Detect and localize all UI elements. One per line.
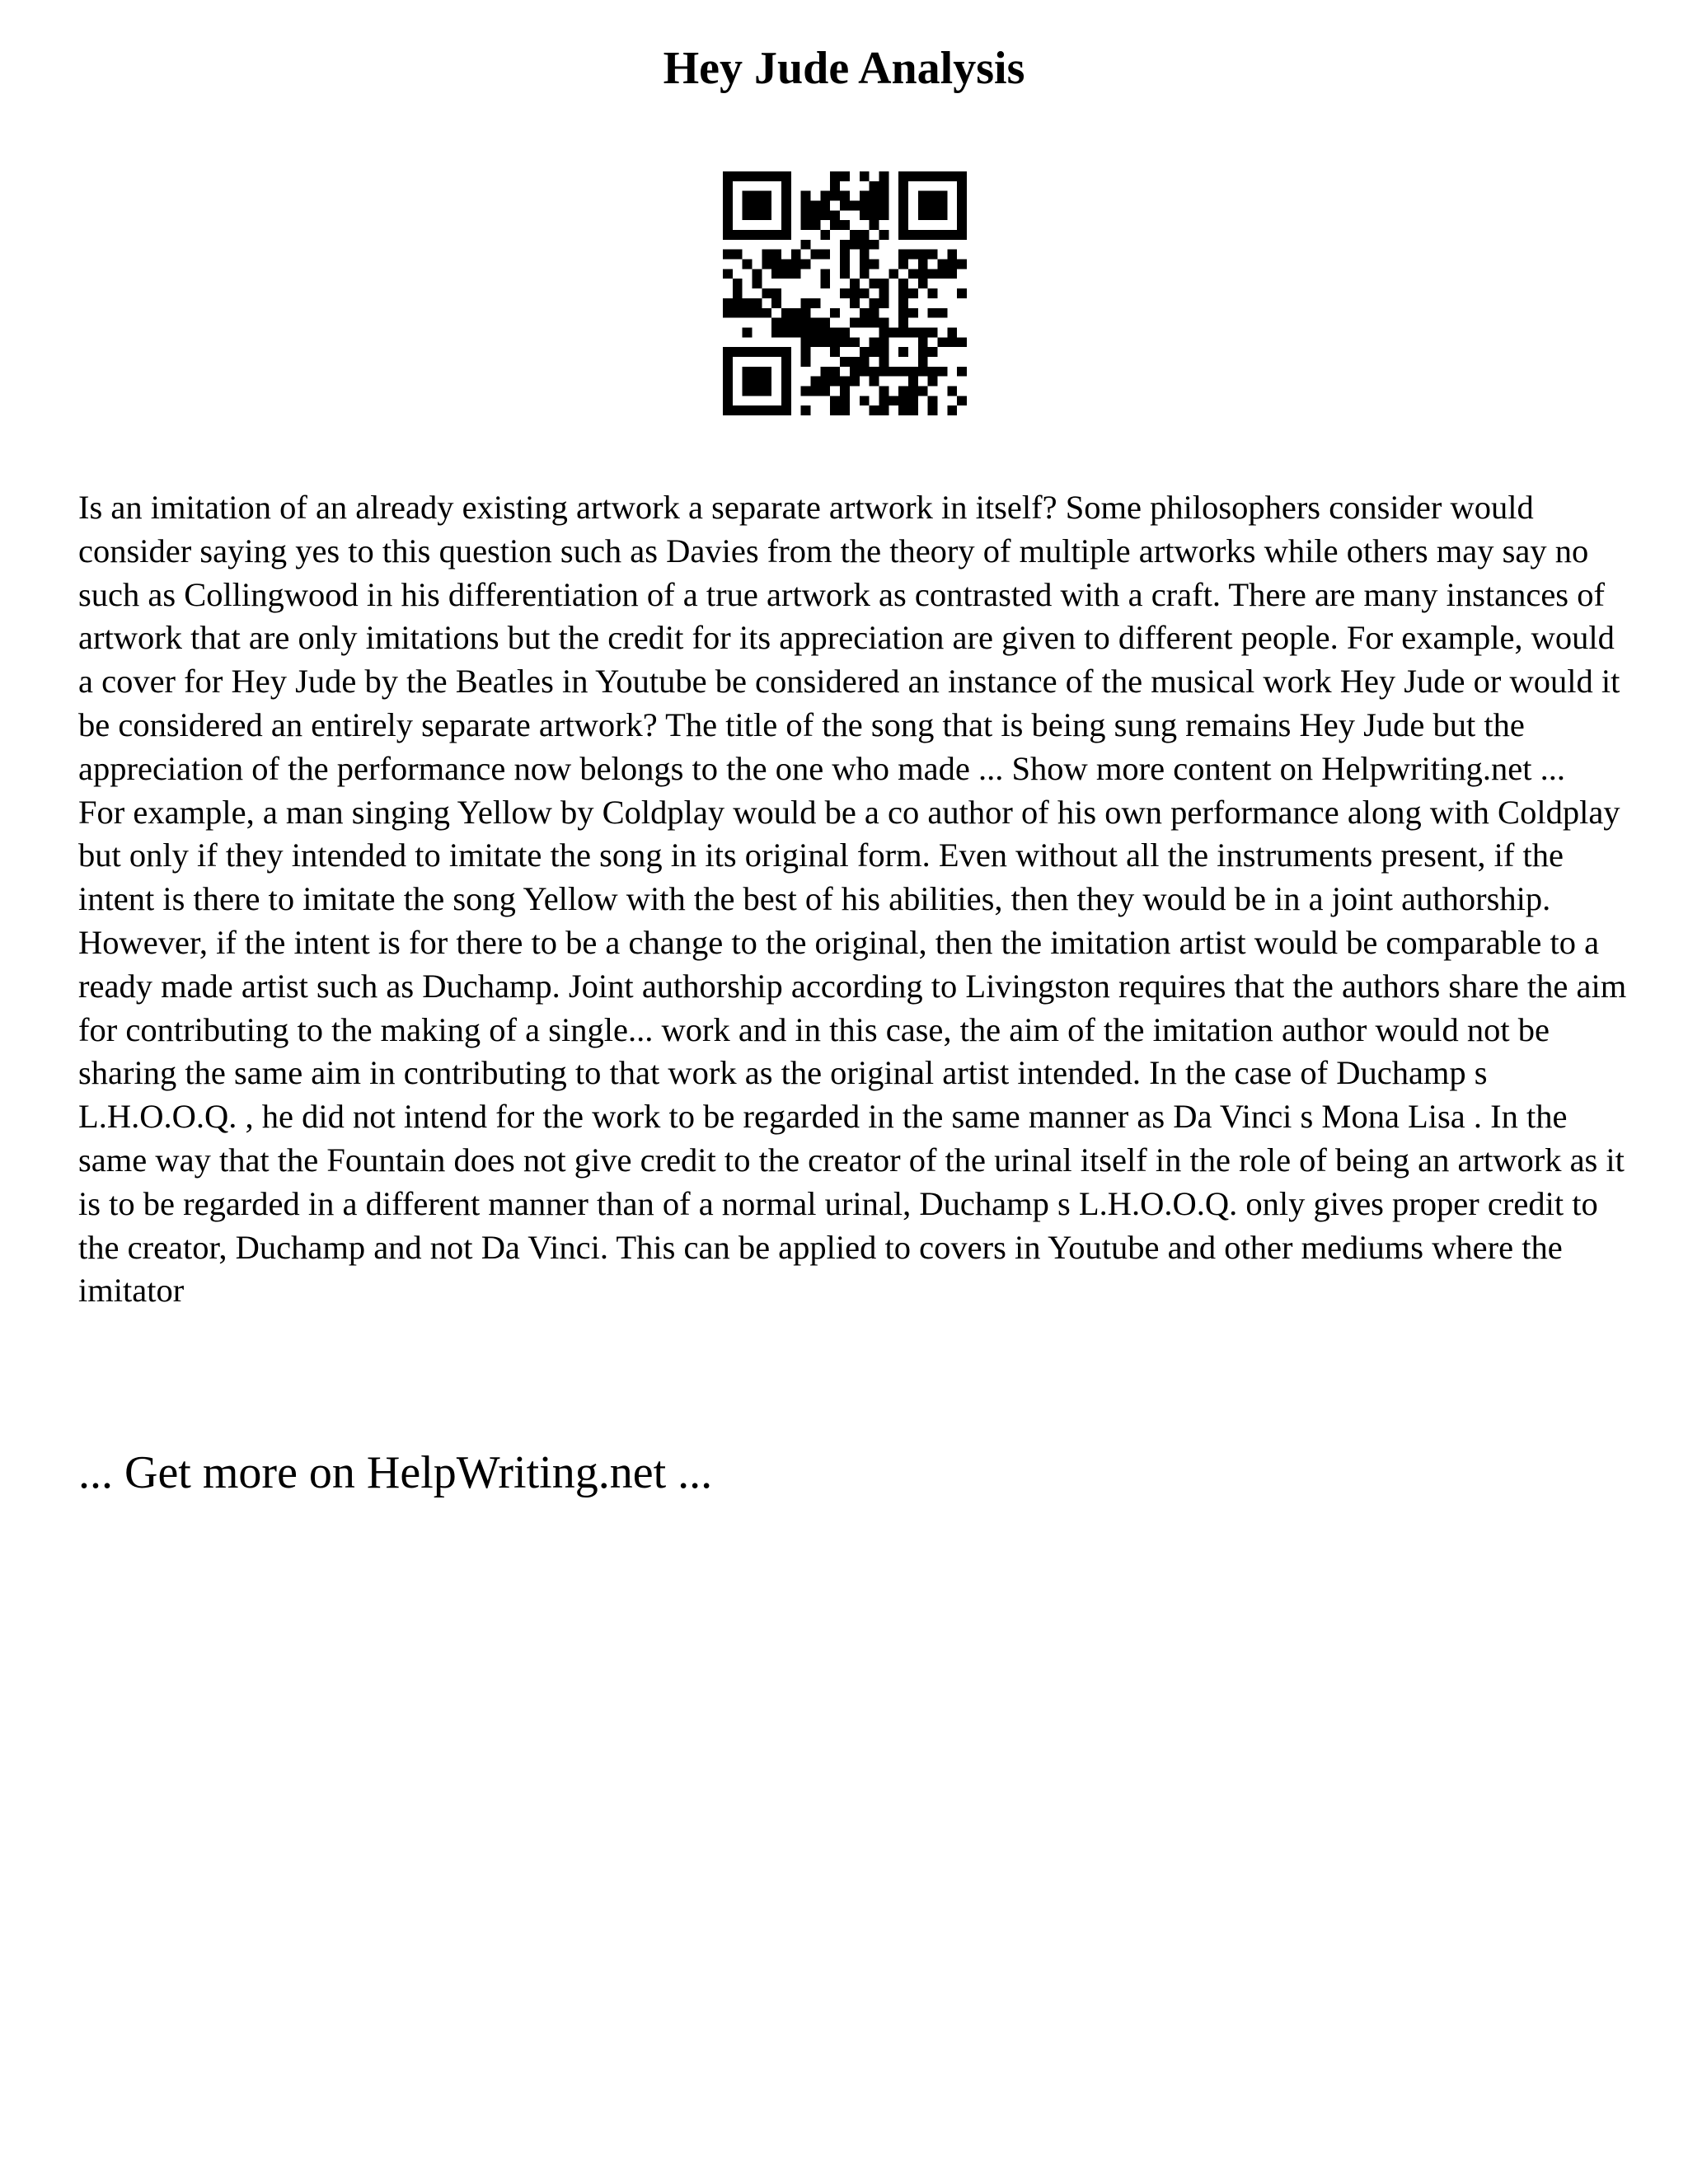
qr-code-icon — [723, 171, 967, 415]
get-more-link[interactable]: ... Get more on HelpWriting.net ... — [78, 1447, 713, 1498]
page-title: Hey Jude Analysis — [663, 43, 1025, 94]
article-body — [78, 486, 1628, 1313]
paragraph-intro: Is an imitation of an already existing artwork a separate artwork in itself? Some philosophers consider would consider saying yes to this question such as Davies from the theory of multiple artworks while others may say no such as Collingwood in his differentiation of a true artwork as contrasted with a craft. There are many instances of artwork that are only imitations but the credit for its appreciation are given to different people. For example, would a cover for Hey Jude by the Beatles in Youtube be considered an instance of the musical work Hey Jude or would it be considered an entirely separate artwork? The title of the song that is being sung remains Hey Jude but the appreciation of the performance now belongs to the one who made ... Show more content on Helpwriting.net ... — [78, 489, 1620, 787]
paragraph-continued: For example, a man singing Yellow by Coldplay would be a co author of his own performance along with Coldplay but only if they intended to imitate the song in its original form. Even without all the instruments present, if the intent is there to imitate the song Yellow with the best of his abilities, then they would be in a joint authorship. However, if the intent is for there to be a change to the original, then the imitation artist would be comparable to a ready made artist such as Duchamp. Joint authorship according to Livingston requires that the authors share the aim for contributing to the making of a single... work and in this case, the aim of the imitation author would not be sharing the same aim in contributing to that work as the original artist intended. In the case of Duchamp s L.H.O.O.Q. , he did not intend for the work to be regarded in the same manner as Da Vinci s Mona Lisa . In the same way that the Fountain does not give credit to the creator of the urinal itself in the role of being an artwork as it is to be regarded in a different manner than of a normal urinal, Duchamp s L.H.O.O.Q. only gives proper credit to the creator, Duchamp and not Da Vinci. This can be applied to covers in Youtube and other mediums where the imitator — [78, 793, 1627, 1310]
